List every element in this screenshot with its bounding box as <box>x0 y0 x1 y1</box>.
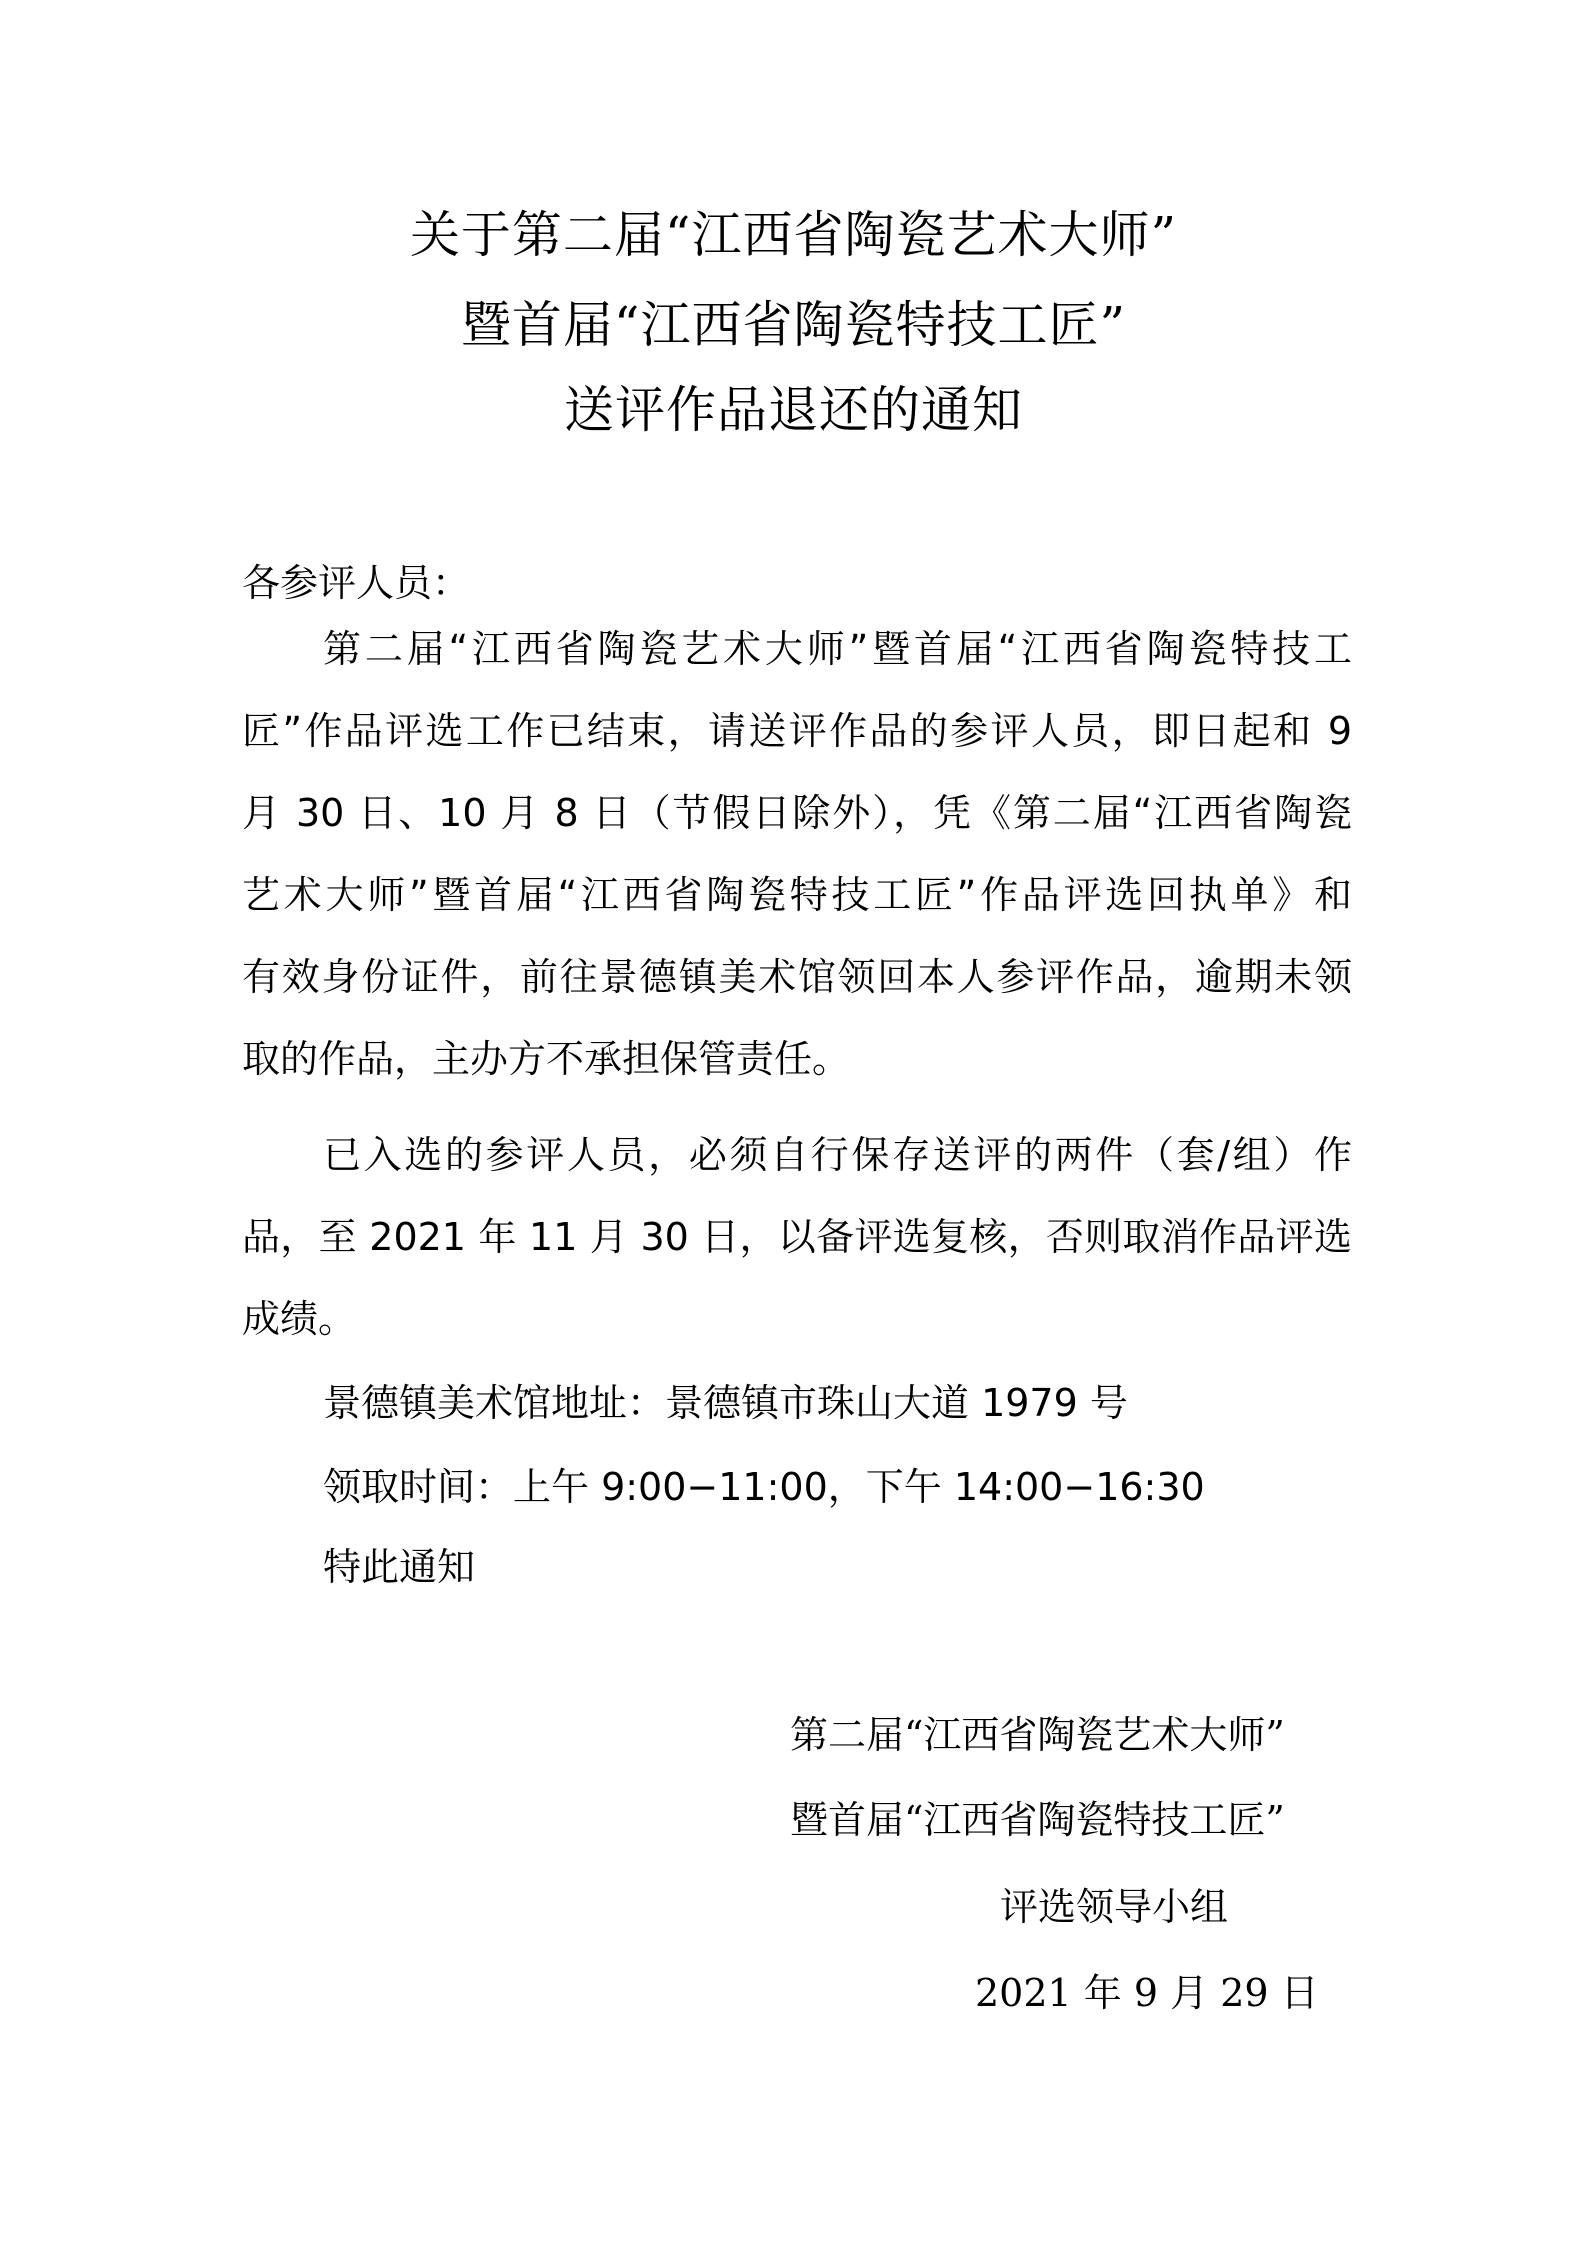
title-line-3: 送评作品退还的通知 <box>564 381 1023 439</box>
title-line-2: 暨首届“江西省陶瓷特技工匠” <box>460 296 1127 354</box>
paragraph-line: 成绩。 <box>242 1297 357 1341</box>
title-line-1: 关于第二届“江西省陶瓷艺术大师” <box>409 206 1178 264</box>
paragraph-line: 艺术大师”暨首届“江西省陶瓷特技工匠”作品评选回执单》和 <box>242 873 1352 917</box>
salutation: 各参评人员： <box>242 561 471 605</box>
paragraph-line: 品，至 2021 年 11 月 30 日，以备评选复核，否则取消作品评选 <box>242 1215 1352 1259</box>
paragraph-line: 匠”作品评选工作已结束，请送评作品的参评人员，即日起和 9 <box>242 709 1352 753</box>
pickup-time: 领取时间：上午 9:00−11:00，下午 14:00−16:30 <box>323 1465 1205 1509</box>
closing-remark: 特此通知 <box>323 1545 476 1589</box>
paragraph-line: 已入选的参评人员，必须自行保存送评的两件（套/组）作 <box>323 1133 1352 1177</box>
paragraph-line: 月 30 日、10 月 8 日（节假日除外），凭《第二届“江西省陶瓷 <box>242 791 1352 835</box>
paragraph-line: 第二届“江西省陶瓷艺术大师”暨首届“江西省陶瓷特技工 <box>323 627 1352 671</box>
paragraph-line: 有效身份证件，前往景德镇美术馆领回本人参评作品，逾期未领 <box>242 955 1352 999</box>
paragraph-line: 取的作品，主办方不承担保管责任。 <box>242 1037 851 1081</box>
signature-line-1: 第二届“江西省陶瓷艺术大师” <box>790 1713 1285 1757</box>
signature-date: 2021 年 9 月 29 日 <box>975 1971 1319 2015</box>
signature-line-3: 评选领导小组 <box>1000 1885 1229 1929</box>
museum-address: 景德镇美术馆地址：景德镇市珠山大道 1979 号 <box>323 1381 1128 1425</box>
signature-line-2: 暨首届“江西省陶瓷特技工匠” <box>790 1798 1285 1842</box>
